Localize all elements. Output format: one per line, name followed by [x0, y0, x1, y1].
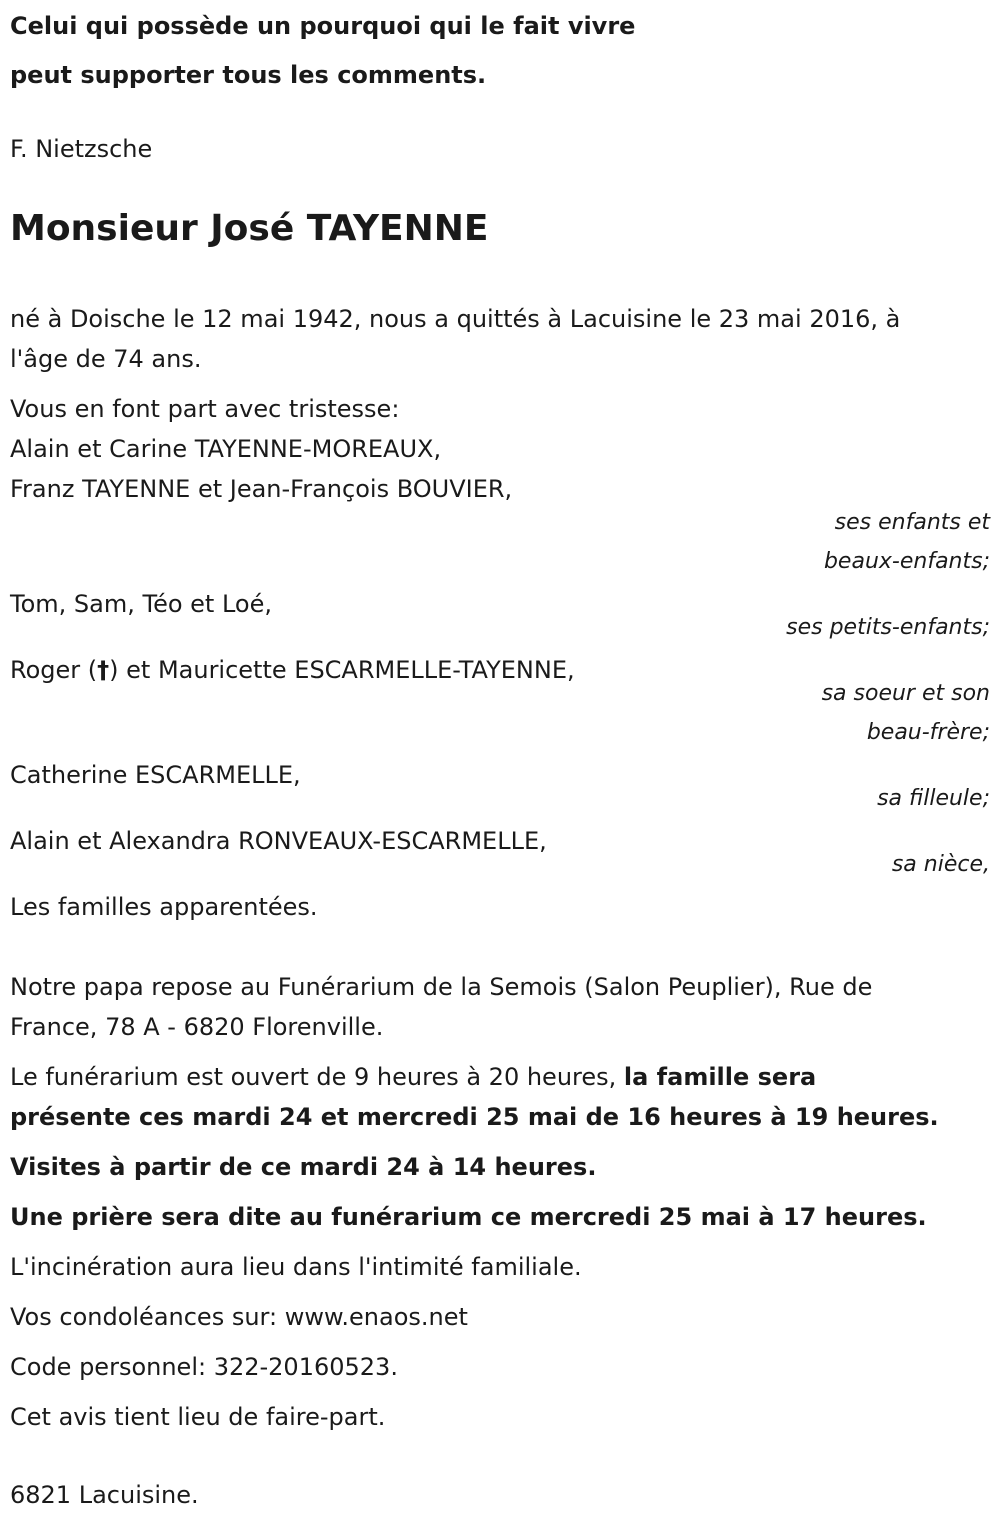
quote-author: F. Nietzsche [10, 135, 153, 163]
cross-icon: † [97, 656, 110, 684]
children-relation [10, 503, 990, 581]
quote-line-2: peut supporter tous les comments. [10, 61, 487, 89]
family-children [10, 429, 990, 509]
sister-pre: Roger ( [10, 656, 98, 684]
hours-bold-1: la famille sera [623, 1063, 817, 1091]
visits-info: Visites à partir de ce mardi 24 à 14 heures. [10, 1153, 597, 1181]
birth-death-line-1: né à Doische le 12 mai 1942, nous a quittés à Lacuisine le 23 mai 2016, à [10, 305, 901, 333]
sister-post: ) et Mauricette ESCARMELLE-TAYENNE, [109, 656, 575, 684]
announcement-intro: Vous en font part avec tristesse: [10, 395, 400, 423]
children-relation-2: beaux-enfants; [823, 549, 990, 574]
quote-line-1: Celui qui possède un pourquoi qui le fait vivre [10, 12, 636, 40]
resting-place [10, 967, 990, 1047]
family-goddaughter: Catherine ESCARMELLE, [10, 761, 301, 789]
notice-statement: Cet avis tient lieu de faire-part. [10, 1403, 386, 1431]
family-relatives: Les familles apparentées. [10, 893, 318, 921]
goddaughter-relation: sa filleule; [877, 786, 990, 811]
hours-bold-2: présente ces mardi 24 et mercredi 25 mai de 16 heures à 19 heures. [10, 1103, 939, 1131]
sister-relation-2: beau-frère; [866, 720, 990, 745]
niece-relation: sa nièce, [891, 852, 990, 877]
epigraph-quote [10, 2, 990, 100]
obituary-notice [10, 0, 990, 1515]
hours-normal: Le funérarium est ouvert de 9 heures à 20 heures, [10, 1063, 624, 1091]
children-names-2: Franz TAYENNE et Jean-François BOUVIER, [10, 475, 513, 503]
children-relation-1: ses enfants et [834, 510, 990, 535]
personal-code: Code personnel: 322-20160523. [10, 1353, 398, 1381]
prayer-info: Une prière sera dite au funérarium ce mercredi 25 mai à 17 heures. [10, 1203, 927, 1231]
children-names-1: Alain et Carine TAYENNE-MOREAUX, [10, 435, 442, 463]
resting-place-line-2: France, 78 A - 6820 Florenville. [10, 1013, 384, 1041]
funeral-home-hours [10, 1057, 990, 1137]
condolences-info: Vos condoléances sur: www.enaos.net [10, 1303, 468, 1331]
resting-place-line-1: Notre papa repose au Funérarium de la Semois (Salon Peuplier), Rue de [10, 973, 873, 1001]
deceased-name: Monsieur José TAYENNE [10, 208, 489, 249]
family-niece: Alain et Alexandra RONVEAUX-ESCARMELLE, [10, 827, 547, 855]
cremation-info: L'incinération aura lieu dans l'intimité familiale. [10, 1253, 582, 1281]
sister-relation-1: sa soeur et son [821, 681, 990, 706]
family-grandchildren: Tom, Sam, Téo et Loé, [10, 590, 272, 618]
grandchildren-relation: ses petits-enfants; [786, 615, 990, 640]
birth-death-line-2: l'âge de 74 ans. [10, 345, 202, 373]
family-address: 6821 Lacuisine. [10, 1481, 199, 1509]
birth-death-statement [10, 299, 990, 379]
